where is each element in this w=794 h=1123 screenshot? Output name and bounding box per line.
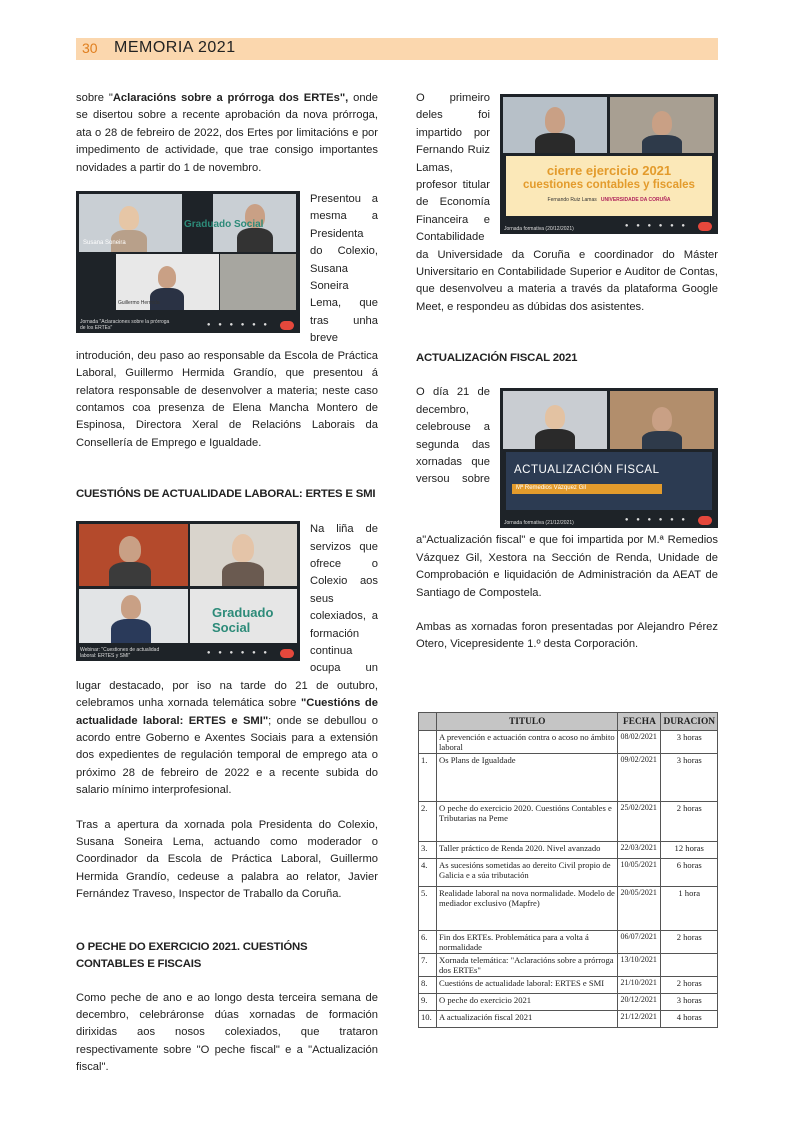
cell-date: 20/05/2021 bbox=[618, 887, 661, 931]
cell-number: 8. bbox=[419, 977, 437, 994]
page-title: MEMORIA 2021 bbox=[114, 39, 236, 56]
header-cell-number bbox=[419, 713, 437, 731]
meeting-screenshot-erte: Susana Soneira Graduado Social Guillermo Hermida Jornada "Aclaraciones sobre la prórroga de los ERTEs" ● ● ● ● ● ● bbox=[76, 191, 300, 333]
cell-date: 25/02/2021 bbox=[618, 802, 661, 842]
cell-number: 2. bbox=[419, 802, 437, 842]
cell-date: 10/05/2021 bbox=[618, 859, 661, 887]
cell-date: 21/12/2021 bbox=[618, 1011, 661, 1028]
cell-number: 6. bbox=[419, 931, 437, 954]
cell-date: 13/10/2021 bbox=[618, 954, 661, 977]
cell-number bbox=[419, 731, 437, 754]
cell-number: 10. bbox=[419, 1011, 437, 1028]
paragraph: Ambas as xornadas foron presentadas por Alejandro Pérez Otero, Vicepresidente 1.º desta Corporación. bbox=[416, 620, 718, 651]
cell-duration: 12 horas bbox=[661, 842, 718, 859]
cell-date: 06/07/2021 bbox=[618, 931, 661, 954]
table-row bbox=[419, 931, 718, 954]
cell-number: 9. bbox=[419, 994, 437, 1011]
cell-title: Realidade laboral na nova normalidade. Modelo de mediador exclusivo (Mapfre) bbox=[437, 887, 618, 931]
cell-title: A actualización fiscal 2021 bbox=[437, 1011, 618, 1028]
cell-duration bbox=[661, 954, 718, 977]
meeting-screenshot-ertes-smi: Graduado Social Webinar: "Cuestiones de actualidad laboral: ERTES y SMI" ● ● ● ● ● ● bbox=[76, 521, 300, 661]
courses-table bbox=[418, 712, 718, 1034]
cell-title: O peche do exercicio 2021 bbox=[437, 994, 618, 1011]
cell-duration: 2 horas bbox=[661, 931, 718, 954]
left-column bbox=[76, 90, 378, 1077]
paragraph: Presentou a mesma a Presidenta do Colexio, Susana Soneira Lema, que tras unha breve introdución, deu paso ao responsable da Escola de Práctica Laboral, Guillermo Hermida Grandío, que presentou á relatora responsable de desenvolver a materia; neste caso contamos coa presenza de Elena Mancha Montero de Espinosa, Directora Xeral de Relacións Laborais da Consellería de Emprego e Igualdade. bbox=[76, 193, 378, 449]
table-row bbox=[419, 731, 718, 754]
table-row bbox=[419, 994, 718, 1011]
header-cell-title: TITULO bbox=[437, 713, 618, 731]
cell-title: O peche do exercicio 2020. Cuestións Contables e Tributarias na Peme bbox=[437, 802, 618, 842]
paragraph: O día 21 de decembro, celebrouse a segunda das xornadas que versou sobre a"Actualización fiscal" e que foi impartida por M.ª Remedios Vázquez Gil, Xestora na Sección de Renda, Unidade de Comprobación e liquidación de Administración da AEAT de Santiago de Compostela. bbox=[416, 386, 718, 599]
cell-number: 5. bbox=[419, 887, 437, 931]
section-heading: CUESTIÓNS DE ACTUALIDADE LABORAL: ERTES E SMI bbox=[76, 488, 376, 501]
table-row bbox=[419, 954, 718, 977]
cell-title: Xornada telemática: "Aclaracións sobre a prórroga dos ERTEs" bbox=[437, 954, 618, 977]
meeting-screenshot-actualizacion: ACTUALIZACIÓN FISCAL Mª Remedios Vázquez Gil Jornada formativa (21/12/2021) ● ● ● ● ● ● bbox=[500, 388, 718, 528]
cell-date: 22/03/2021 bbox=[618, 842, 661, 859]
table-row bbox=[419, 842, 718, 859]
cell-number: 7. bbox=[419, 954, 437, 977]
right-column bbox=[416, 90, 718, 654]
table-row bbox=[419, 1011, 718, 1028]
cell-duration: 3 horas bbox=[661, 731, 718, 754]
table-row bbox=[419, 977, 718, 994]
cell-date: 20/12/2021 bbox=[618, 994, 661, 1011]
cell-number: 4. bbox=[419, 859, 437, 887]
table-row bbox=[419, 754, 718, 802]
meeting-screenshot-cierre: cierre ejercicio 2021 cuestiones contables y fiscales Fernando Ruiz Lamas UNIVERSIDADE DA CORUÑA Jornada formativa (20/12/2021) ● ● ● ● ● ● bbox=[500, 94, 718, 234]
cell-title: Cuestións de actualidade laboral: ERTES e SMI bbox=[437, 977, 618, 994]
cell-duration: 2 horas bbox=[661, 802, 718, 842]
cell-duration: 4 horas bbox=[661, 1011, 718, 1028]
paragraph: O primeiro deles foi impartido por Fernando Ruiz Lamas, profesor titular de Economía Financeira e Contabilidade da Universidade da Coruña e coordinador do Máster Universitario en Contabilidade Superior e Auditor de Contas, que desenvolveu a materia a través da plataforma Google Meet, e respondeu as dúbidas dos asistentes. bbox=[416, 92, 718, 313]
table-body bbox=[419, 731, 718, 1028]
table-header-row bbox=[419, 713, 718, 731]
cell-date: 08/02/2021 bbox=[618, 731, 661, 754]
cell-duration: 3 horas bbox=[661, 754, 718, 802]
cell-duration: 2 horas bbox=[661, 977, 718, 994]
table-row bbox=[419, 802, 718, 842]
cell-date: 21/10/2021 bbox=[618, 977, 661, 994]
cell-duration: 1 hora bbox=[661, 887, 718, 931]
table-row bbox=[419, 887, 718, 931]
cell-number: 3. bbox=[419, 842, 437, 859]
cell-title: As sucesións sometidas ao dereito Civil propio de Galicia e a súa tributación bbox=[437, 859, 618, 887]
cell-title: Fin dos ERTEs. Problemática para a volta á normalidade bbox=[437, 931, 618, 954]
cell-duration: 6 horas bbox=[661, 859, 718, 887]
cell-title: Os Plans de Igualdade bbox=[437, 754, 618, 802]
cell-duration: 3 horas bbox=[661, 994, 718, 1011]
table-row bbox=[419, 859, 718, 887]
section-heading: ACTUALIZACIÓN FISCAL 2021 bbox=[416, 352, 578, 365]
cell-title: A prevención e actuación contra o acoso no ámbito laboral bbox=[437, 731, 618, 754]
page-number: 30 bbox=[82, 40, 98, 56]
header-cell-date: FECHA bbox=[618, 713, 661, 731]
paragraph: Na liña de servizos que ofrece o Colexio aos seus colexiados, a formación continua ocupa un lugar destacado, por iso na tarde do 21 de outubro, celebramos unha xornada telemática sobre "Cuestións de actualidade laboral: ERTES e SMI"; onde se debullou o acordo entre Goberno e Axentes Sociais para a extensión dos expedientes de regulación temporal de emprego ata o próximo 28 de febreiro de 2022 e a recente subida do salario mínimo interprofesional. bbox=[76, 523, 378, 797]
cell-date: 09/02/2021 bbox=[618, 754, 661, 802]
header-cell-duration: DURACION bbox=[661, 713, 718, 731]
cell-number: 1. bbox=[419, 754, 437, 802]
paragraph: Como peche de ano e ao longo desta terceira semana de decembro, celebráronse dúas xornadas de formación dirixidas aos nosos colexiados, que trataron respectivamente sobre "O peche fiscal" e a "Actualización fiscal". bbox=[76, 991, 378, 1074]
section-heading: O PECHE DO EXERCICIO 2021. CUESTIÓNS CONTABLES E FISCAIS bbox=[76, 940, 308, 970]
paragraph: Tras a apertura da xornada pola Presidenta do Colexio, Susana Soneira Lema, actuando como moderador o Coordinador da Escola de Práctica Laboral, Guillermo Hermida Grandío, cedeuse a palabra ao relator, Javier Fernández Traveso, Inspector de Traballo da Coruña. bbox=[76, 818, 378, 901]
cell-title: Taller práctico de Renda 2020. Nivel avanzado bbox=[437, 842, 618, 859]
paragraph: sobre "Aclaracións sobre a prórroga dos ERTEs", onde se disertou sobre a recente aprobación da nova prórroga, ata o 28 de febreiro de 2022, dos Ertes por limitacións e por impedimento de actividade, que trae consigo importantes novidades a partir do 1 de novembro. bbox=[76, 92, 379, 174]
